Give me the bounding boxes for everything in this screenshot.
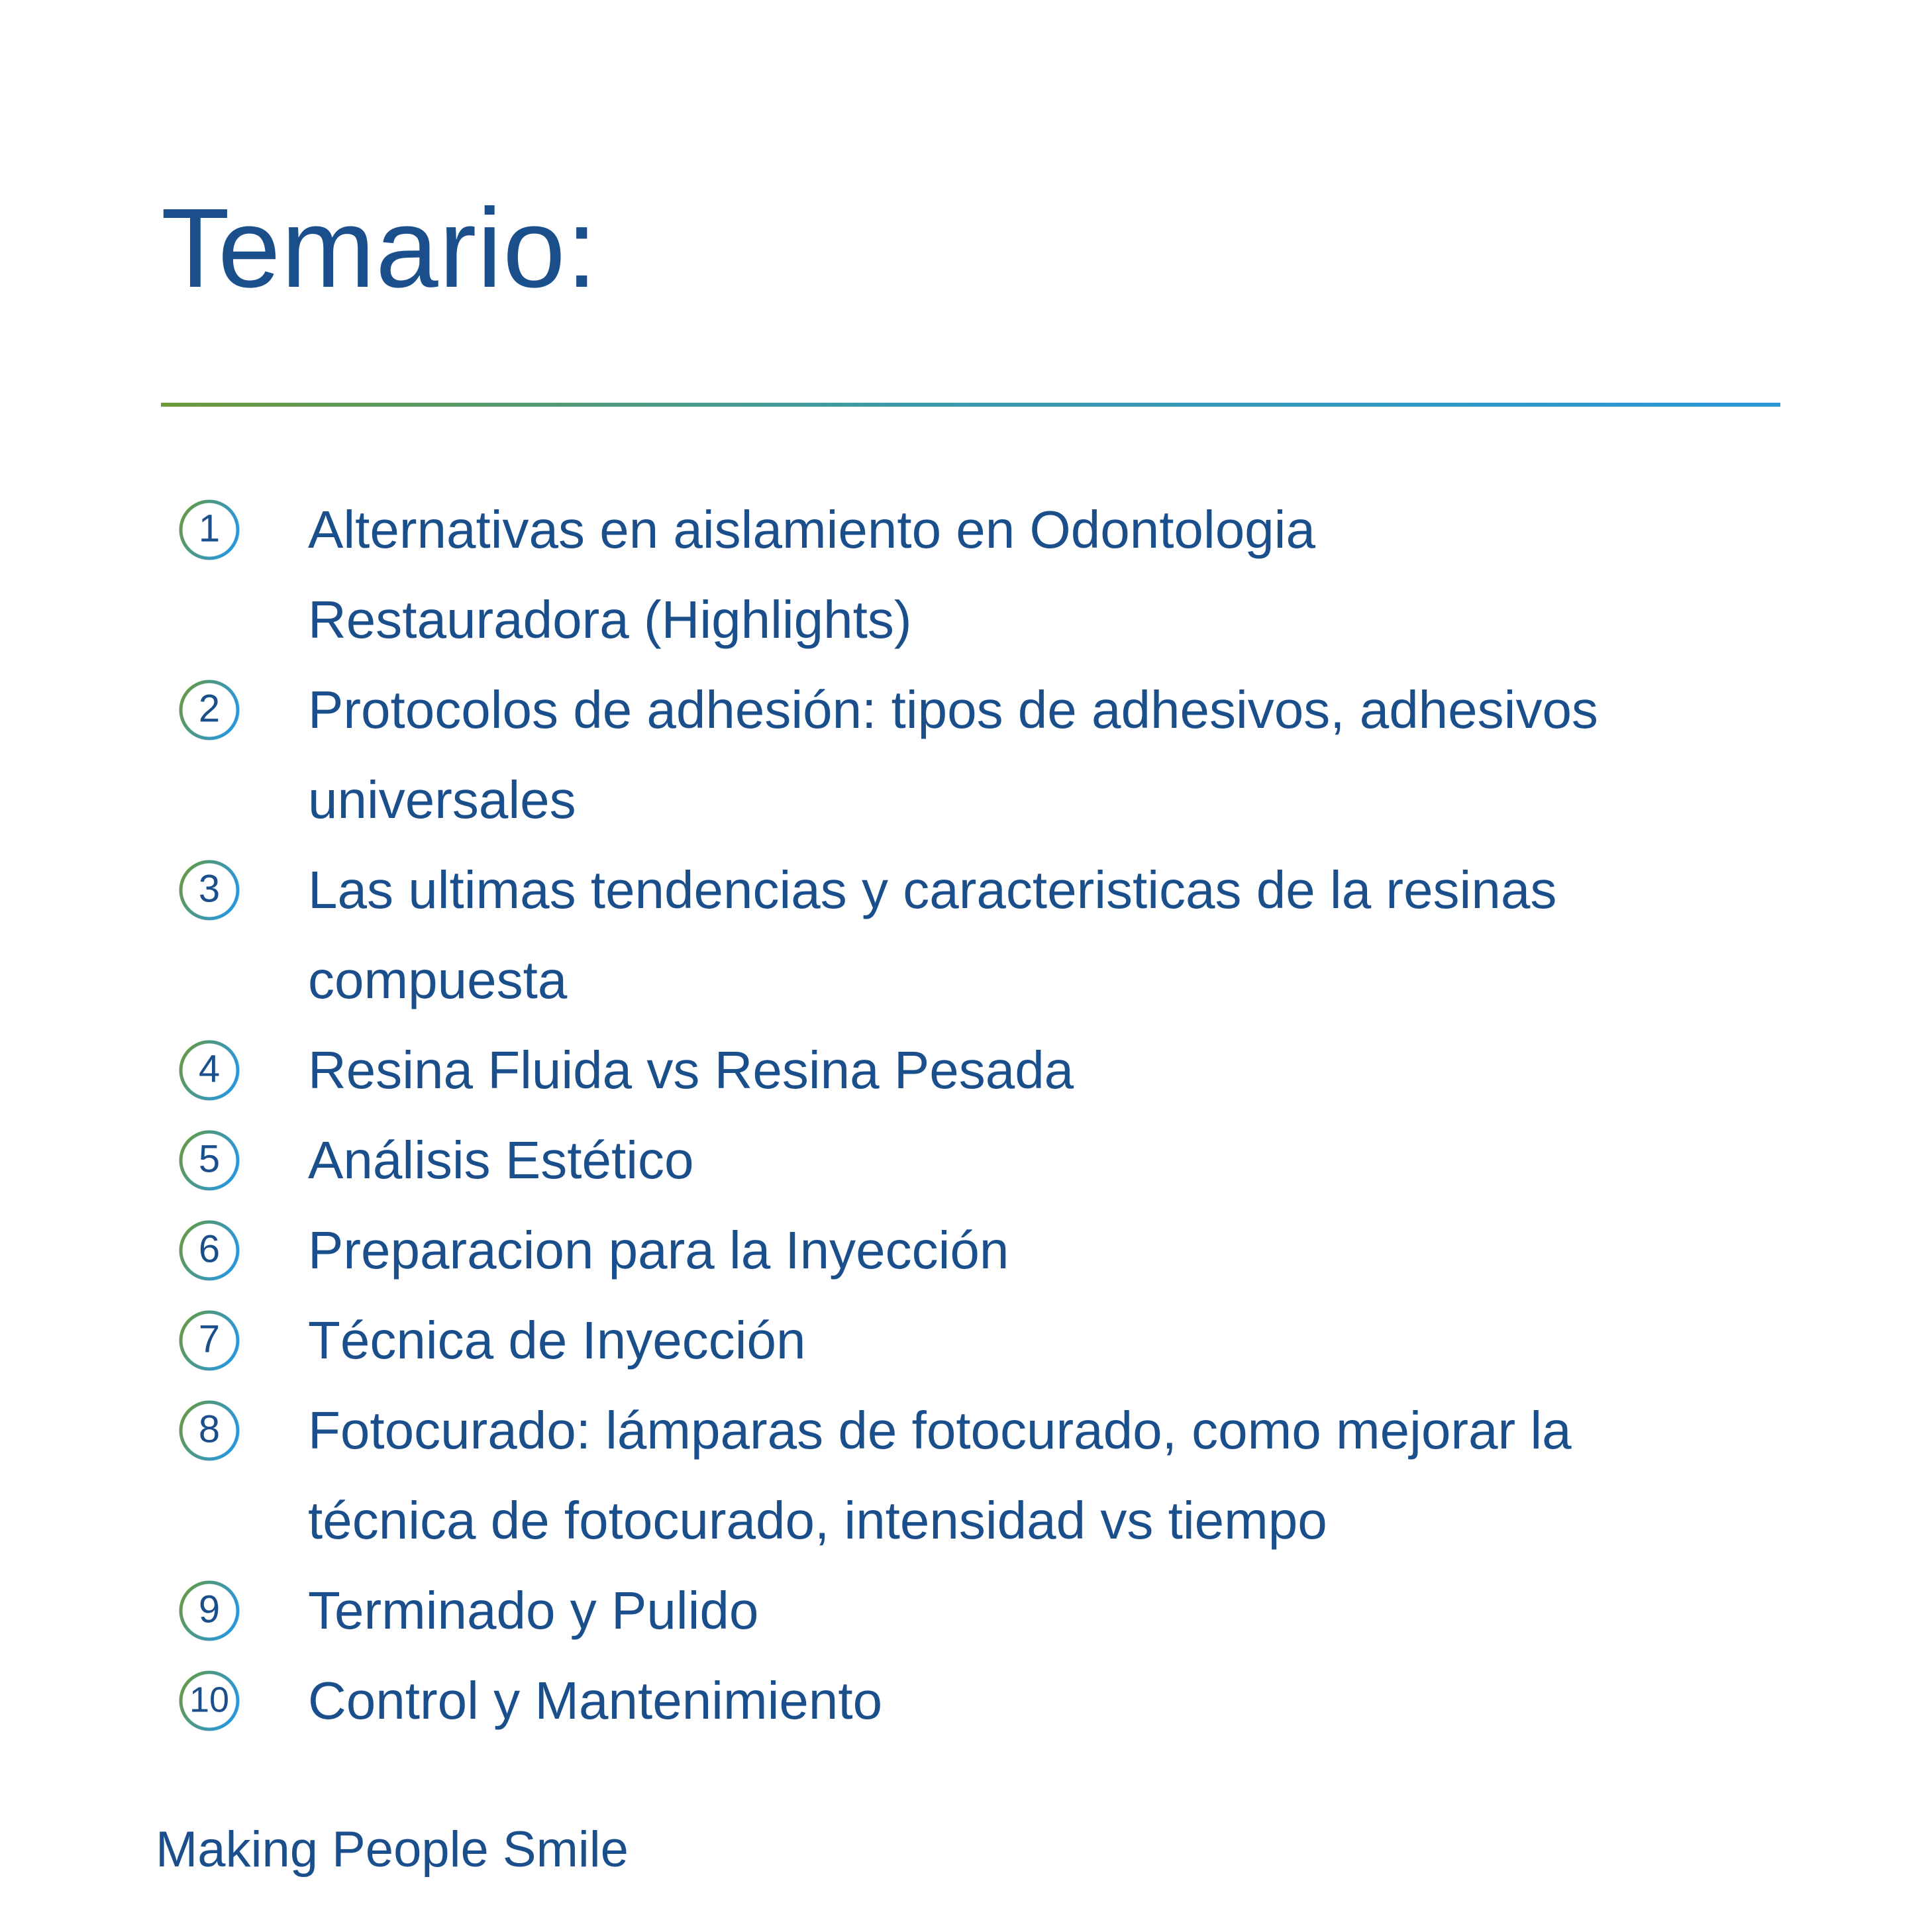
number-badge-label: 3: [198, 867, 221, 911]
agenda-item: [179, 1656, 1768, 1746]
page-title: Temario:: [161, 185, 598, 311]
agenda-item: [179, 1296, 1768, 1386]
agenda-item-line: Alternativas en aislamiento en Odontologia: [308, 500, 1315, 559]
number-badge: [179, 1400, 240, 1461]
agenda-item: [179, 1386, 1768, 1566]
number-badge: [179, 1670, 240, 1731]
agenda-item-line: universales: [308, 770, 576, 829]
number-badge-label: 5: [198, 1137, 221, 1181]
agenda-item-line: Técnica de Inyección: [308, 1311, 806, 1370]
number-badge: [179, 680, 240, 740]
agenda-item: [179, 1205, 1768, 1296]
number-badge-label: 7: [198, 1317, 221, 1361]
agenda-item-line: Restauradora (Highlights): [308, 590, 912, 649]
agenda-item: [179, 485, 1768, 665]
agenda-item-line: Preparacion para la Inyección: [308, 1221, 1009, 1280]
agenda-item-line: Protocolos de adhesión: tipos de adhesivos, adhesivos: [308, 680, 1598, 739]
agenda-item-line: técnica de fotocurado, intensidad vs tiempo: [308, 1491, 1327, 1550]
agenda-item: [179, 665, 1768, 845]
number-badge: [179, 860, 240, 921]
number-badge: [179, 1220, 240, 1281]
number-badge-label: 9: [198, 1588, 221, 1631]
number-badge-label: 4: [198, 1047, 221, 1091]
number-badge-label: 2: [198, 687, 221, 731]
number-badge: [179, 1130, 240, 1191]
agenda-item-line: Análisis Estético: [308, 1131, 694, 1190]
agenda-item-line: compuesta: [308, 950, 568, 1009]
agenda-item: [179, 1115, 1768, 1205]
agenda-item-line: Las ultimas tendencias y caracteristicas de la resinas: [308, 860, 1557, 919]
agenda-item-line: Resina Fluida vs Resina Pesada: [308, 1041, 1074, 1099]
number-badge-label: 8: [198, 1407, 221, 1451]
agenda-item: [179, 1025, 1768, 1115]
agenda-item-line: Control y Mantenimiento: [308, 1671, 883, 1730]
number-badge: [179, 1040, 240, 1101]
number-badge-label: 6: [198, 1227, 221, 1271]
number-badge-label: 10: [189, 1680, 230, 1720]
agenda-item-line: Fotocurado: lámparas de fotocurado, como mejorar la: [308, 1401, 1572, 1460]
footer-tagline: Making People Smile: [156, 1821, 629, 1878]
agenda-item: [179, 845, 1768, 1025]
agenda-item-line: Terminado y Pulido: [308, 1581, 759, 1640]
title-divider: [161, 403, 1780, 407]
number-badge-label: 1: [198, 507, 221, 550]
number-badge: [179, 1580, 240, 1641]
number-badge: [179, 1310, 240, 1371]
agenda-item: [179, 1566, 1768, 1656]
number-badge: [179, 499, 240, 560]
agenda-list: [179, 485, 1768, 1746]
